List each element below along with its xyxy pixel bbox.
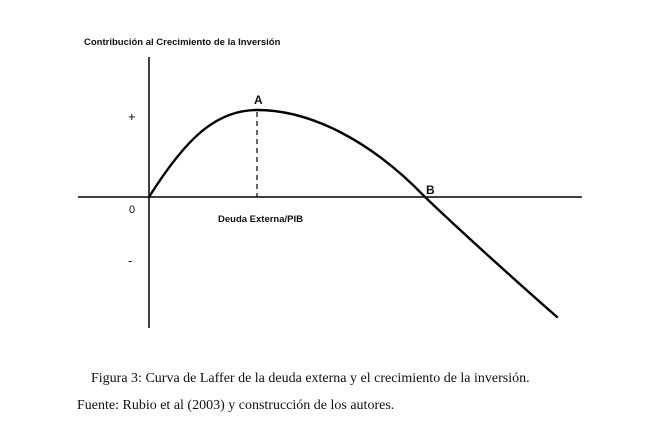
y-axis-title: Contribución al Crecimiento de la Inversión xyxy=(84,37,281,48)
figure-source: Fuente: Rubio et al (2003) y construcción de los autores. xyxy=(77,398,395,413)
point-b-label: B xyxy=(426,183,435,197)
point-a-label: A xyxy=(254,93,263,107)
y-plus-label: + xyxy=(128,109,136,124)
laffer-curve xyxy=(149,110,557,317)
figure-caption: Figura 3: Curva de Laffer de la deuda externa y el crecimiento de la inversión. xyxy=(91,371,530,386)
x-axis-label: Deuda Externa/PIB xyxy=(218,214,303,225)
y-zero-label: 0 xyxy=(129,204,136,216)
y-minus-label: - xyxy=(128,253,133,268)
